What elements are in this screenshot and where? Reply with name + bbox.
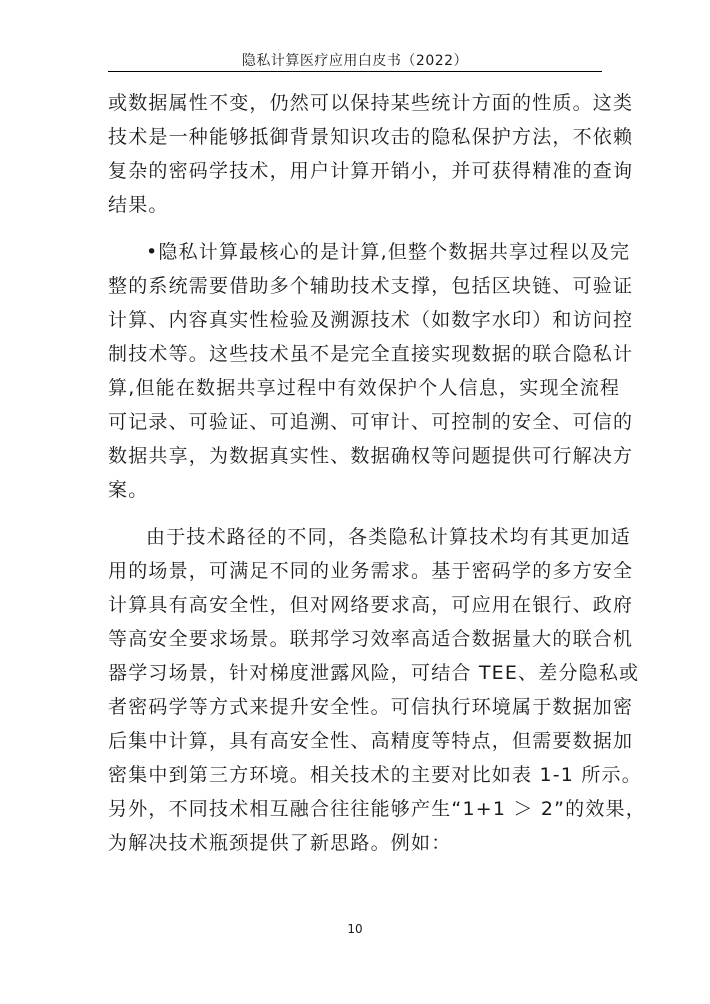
text-line: 结果。 <box>108 194 169 216</box>
text-line: 后集中计算，具有高安全性、高精度等特点，但需要数据加 <box>108 730 634 752</box>
text-line: 等高安全要求场景。联邦学习效率高适合数据量大的联合机 <box>108 628 634 650</box>
text-line: 为解决技术瓶颈提供了新思路。例如： <box>108 832 452 854</box>
text-line: 计算具有高安全性，但对网络要求高，可应用在银行、政府 <box>108 594 634 616</box>
text-line: •隐私计算最核心的是计算,但整个数据共享过程以及完 <box>146 241 631 263</box>
paragraph-3 <box>108 520 646 860</box>
text-line: 或数据属性不变，仍然可以保持某些统计方面的性质。这类 <box>108 92 634 114</box>
document-body <box>108 86 646 873</box>
page-number: 10 <box>347 922 363 936</box>
text-line: 由于技术路径的不同，各类隐私计算技术均有其更加适 <box>146 526 631 548</box>
text-line: 可记录、可验证、可追溯、可审计、可控制的安全、可信的 <box>108 411 634 433</box>
text-line: 密集中到第三方环境。相关技术的主要对比如表 1-1 所示。 <box>108 764 642 786</box>
header-divider <box>108 71 602 72</box>
text-line: 复杂的密码学技术，用户计算开销小，并可获得精准的查询 <box>108 160 634 182</box>
text-line: 技术是一种能够抵御背景知识攻击的隐私保护方法，不依赖 <box>108 126 634 148</box>
text-line: 另外，不同技术相互融合往往能够产生“1+1 ＞ 2”的效果， <box>108 798 646 820</box>
text-line: 器学习场景，针对梯度泄露风险，可结合 TEE、差分隐私或 <box>108 662 640 684</box>
text-line: 制技术等。这些技术虽不是完全直接实现数据的联合隐私计 <box>108 343 634 365</box>
paragraph-2 <box>108 235 634 507</box>
text-line: 案。 <box>108 479 149 501</box>
text-line: 数据共享，为数据真实性、数据确权等问题提供可行解决方 <box>108 445 634 467</box>
page-header-title: 隐私计算医疗应用白皮书（2022） <box>241 53 469 69</box>
text-line: 计算、内容真实性检验及溯源技术（如数字水印）和访问控 <box>108 309 634 331</box>
text-line: 者密码学等方式来提升安全性。可信执行环境属于数据加密 <box>108 696 634 718</box>
text-line: 整的系统需要借助多个辅助技术支撑，包括区块链、可验证 <box>108 275 634 297</box>
paragraph-1 <box>108 86 634 222</box>
text-line: 算,但能在数据共享过程中有效保护个人信息，实现全流程 <box>108 377 621 399</box>
text-line: 用的场景，可满足不同的业务需求。基于密码学的多方安全 <box>108 560 634 582</box>
